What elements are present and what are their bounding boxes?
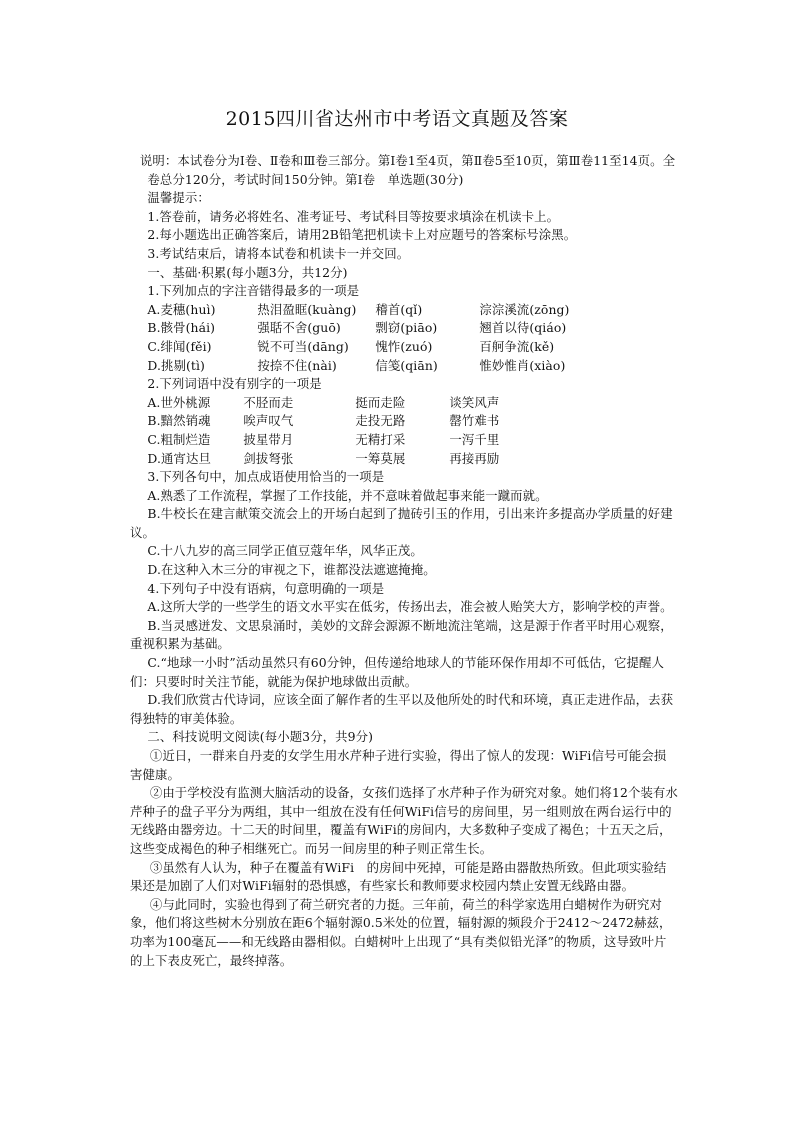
option-cell: B.黯然销魂 bbox=[147, 413, 211, 429]
section-1-heading: 一、基础·积累(每小题3分，共12分) bbox=[147, 264, 348, 280]
option-cell: 剽窃(piāo) bbox=[375, 320, 438, 336]
option-cell: C.绯闻(fěi) bbox=[147, 338, 212, 354]
q2-option-c bbox=[130, 431, 678, 450]
option-cell: 按捺不住(nài) bbox=[257, 357, 337, 373]
option-cell: 稽首(qǐ) bbox=[375, 301, 423, 317]
question-3-stem: 3.下列各句中，加点成语使用恰当的一项是 bbox=[147, 469, 385, 485]
option-cell: 淙淙溪流(zōng) bbox=[479, 301, 570, 317]
q1-option-a bbox=[130, 301, 678, 320]
question-2-stem: 2.下列词语中没有别字的一项是 bbox=[147, 376, 322, 392]
option-cell: 一泻千里 bbox=[449, 431, 500, 447]
q2-option-d bbox=[130, 450, 678, 469]
option-cell: 愧怍(zuó) bbox=[375, 338, 433, 354]
option-cell: 谈笑风声 bbox=[449, 394, 500, 410]
option-cell: 挺而走险 bbox=[355, 394, 406, 410]
q3-option-c: C.十八九岁的高三同学正值豆蔻年华，风华正茂。 bbox=[147, 543, 423, 559]
option-cell: 热泪盈眶(kuàng) bbox=[257, 301, 357, 317]
exam-instructions: 说明：本试卷分为Ⅰ卷、Ⅱ卷和Ⅲ卷三部分。第Ⅰ卷1至4页，第Ⅱ卷5至10页，第Ⅲ卷11至14页。全卷总分120分，考试时间150分钟。第Ⅰ卷 单选题(30分) bbox=[139, 153, 676, 187]
option-cell: A.麦穗(huì) bbox=[147, 301, 216, 317]
option-cell: D.挑剔(tì) bbox=[147, 357, 205, 373]
q2-option-b bbox=[130, 412, 678, 431]
q3-option-b: B.牛校长在建言献策交流会上的开场白起到了抛砖引玉的作用，引出来许多提高办学质量的好建议。 bbox=[130, 506, 673, 540]
section-2-heading: 二、科技说明文阅读(每小题3分，共9分) bbox=[147, 729, 374, 745]
passage-paragraph-3: ③虽然有人认为，种子在覆盖有WiFi 的房间中死掉，可能是路由器散热所致。但此项实验结果还是加剧了人们对WiFi辐射的恐惧感，有些家长和教师要求校园内禁止安置无线路由器。 bbox=[130, 859, 667, 894]
option-cell: 剑拔弩张 bbox=[243, 450, 294, 466]
question-1-stem: 1.下列加点的字注音错得最多的一项是 bbox=[147, 283, 360, 299]
q1-option-d bbox=[130, 357, 678, 376]
passage-paragraph-1: ①近日，一群来自丹麦的女学生用水芹种子进行实验，得出了惊人的发现：WiFi信号可能会损害健康。 bbox=[130, 748, 667, 782]
option-cell: 无精打采 bbox=[355, 431, 406, 447]
page-title: 2015四川省达州市中考语文真题及答案 bbox=[225, 108, 569, 130]
option-cell: 锐不可当(dāng) bbox=[257, 338, 349, 354]
tip-2: 2.每小题选出正确答案后，请用2B铅笔把机读卡上对应题号的答案标号涂黑。 bbox=[147, 227, 577, 243]
option-cell: 不胫而走 bbox=[243, 394, 294, 410]
option-cell: 翘首以待(qiáo) bbox=[479, 320, 567, 336]
option-cell: 信笺(qiān) bbox=[375, 357, 438, 373]
tip-3: 3.考试结束后，请将本试卷和机读卡一并交回。 bbox=[147, 245, 410, 261]
tip-1: 1.答卷前，请务必将姓名、准考证号、考试科目等按要求填涂在机读卡上。 bbox=[147, 208, 560, 224]
option-cell: D.通宵达旦 bbox=[147, 450, 211, 466]
option-cell: C.粗制烂造 bbox=[147, 431, 211, 447]
option-cell: 一筹莫展 bbox=[355, 450, 406, 466]
document-body bbox=[130, 152, 678, 970]
q4-option-b: B.当灵感迸发、文思泉涌时，美妙的文辞会源源不断地流注笔端，这是源于作者平时用心观察，重视积累为基础。 bbox=[130, 617, 673, 652]
q2-option-a bbox=[130, 394, 678, 413]
option-cell: 强聒不舍(guō) bbox=[257, 320, 341, 336]
q1-option-c bbox=[130, 338, 678, 357]
q4-option-c: C.“地球一小时”活动虽然只有60分钟，但传递给地球人的节能环保作用却不可低估，它提醒人们：只要时时关注节能，就能为保护地球做出贡献。 bbox=[130, 655, 665, 689]
passage-paragraph-4: ④与此同时，实验也得到了荷兰研究者的力挺。三年前，荷兰的科学家选用白蜡树作为研究对象，他们将这些树木分别放在距6个辐射源0.5米处的位置，辐射源的频段介于2412～2472赫兹，功率为100毫瓦——和无线路由器相似。白蜡树叶上出现了“具有类似铅光泽”的物质，这导致叶片的上下表皮死亡，最终掉落。 bbox=[130, 896, 672, 968]
question-4-stem: 4.下列句子中没有语病，句意明确的一项是 bbox=[147, 580, 385, 596]
q4-option-a: A.这所大学的一些学生的语文水平实在低劣，传扬出去，准会被人贻笑大方，影响学校的声誉。 bbox=[147, 599, 673, 615]
q3-option-d: D.在这种入木三分的审视之下，谁都没法遮遮掩掩。 bbox=[147, 562, 436, 578]
option-cell: 再接再励 bbox=[449, 450, 500, 466]
option-cell: 走投无路 bbox=[355, 413, 406, 429]
option-cell: A.世外桃源 bbox=[147, 394, 211, 410]
q3-option-a: A.熟悉了工作流程，掌握了工作技能，并不意味着做起事来能一蹴而就。 bbox=[147, 487, 548, 503]
option-cell: B.骸骨(hái) bbox=[147, 320, 216, 336]
option-cell: 罄竹难书 bbox=[449, 413, 500, 429]
option-cell: 唉声叹气 bbox=[243, 413, 294, 429]
tips-heading: 温馨提示： bbox=[147, 190, 210, 206]
q4-option-d: D.我们欣赏古代诗词，应该全面了解作者的生平以及他所处的时代和环境，真正走进作品，去获得独特的审美体验。 bbox=[130, 692, 674, 726]
option-cell: 百舸争流(kě) bbox=[479, 338, 555, 354]
q1-option-b bbox=[130, 319, 678, 338]
option-cell: 惟妙惟肖(xiào) bbox=[479, 357, 566, 373]
option-cell: 披星带月 bbox=[243, 431, 294, 447]
passage-paragraph-2: ②由于学校没有监测大脑活动的设备，女孩们选择了水芹种子作为研究对象。她们将12个装有水芹种子的盘子平分为两组，其中一组放在没有任何WiFi信号的房间里，另一组则放在两台运行中的无线路由器旁边。十二天的时间里，覆盖有WiFi的房间内，大多数种子变成了褐色；十五天之后，这些变成褐色的种子相继死亡。而另一间房里的种子则正常生长。 bbox=[130, 785, 678, 856]
